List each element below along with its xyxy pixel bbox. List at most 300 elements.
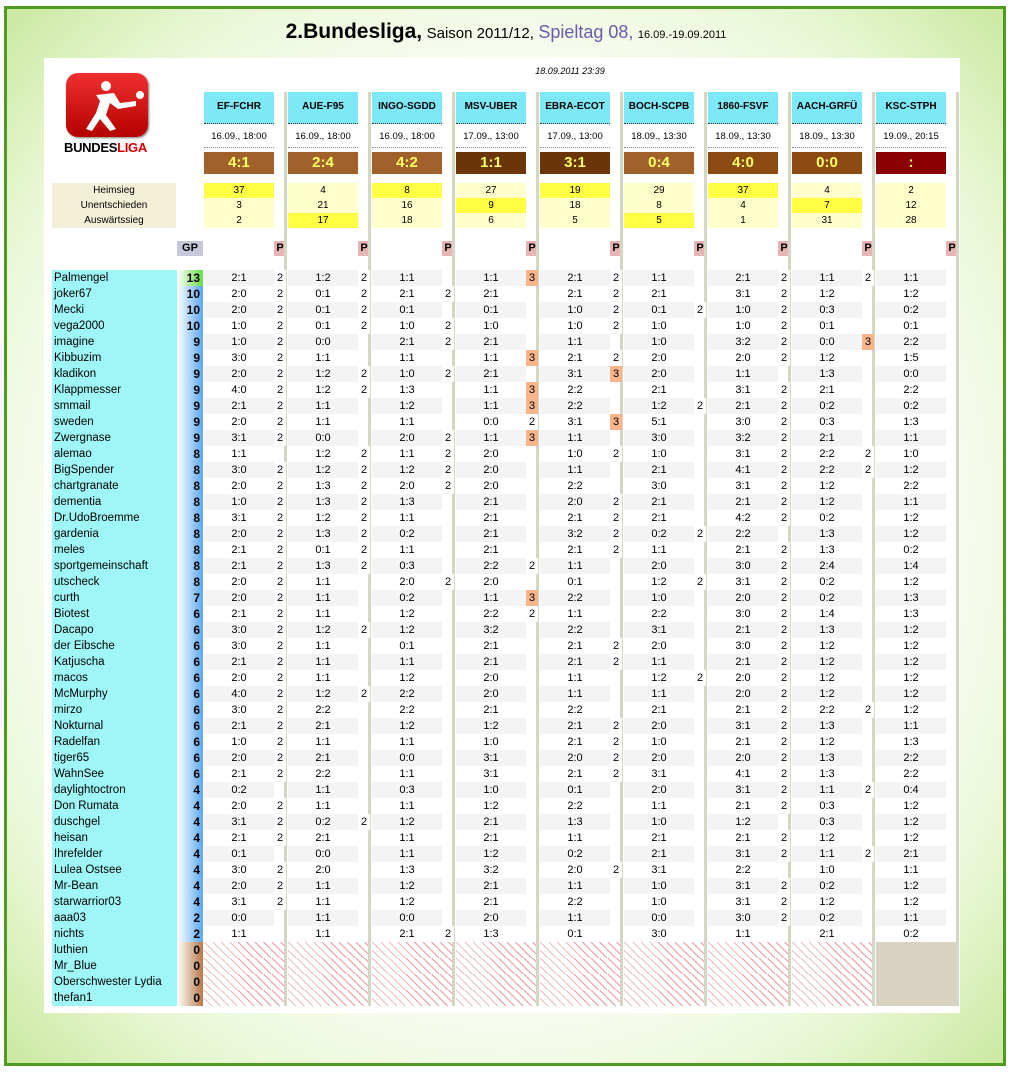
player-tip: 3:1 (708, 382, 778, 398)
match-stat-h-0: 37 (204, 183, 274, 198)
empty-tip-cell (372, 974, 452, 990)
empty-tip-cell (288, 974, 368, 990)
player-points: 2 (274, 734, 286, 750)
logo-wordmark: BUNDESLIGA (64, 140, 147, 155)
player-points: 2 (778, 702, 790, 718)
column-separator (872, 92, 875, 1006)
player-tip: 1:0 (204, 494, 274, 510)
match-team-7: AACH-GRFÜ (792, 92, 862, 124)
player-tip: 1:0 (876, 446, 946, 462)
player-name: Mr-Bean (52, 878, 177, 894)
player-points: 2 (778, 334, 790, 350)
player-tip: 1:2 (792, 670, 862, 686)
player-points: 2 (442, 446, 454, 462)
player-gp: 4 (177, 878, 203, 894)
player-tip: 1:1 (204, 446, 274, 462)
player-gp: 2 (177, 910, 203, 926)
player-tip: 2:1 (540, 734, 610, 750)
player-points: 2 (778, 654, 790, 670)
player-tip: 3:1 (540, 414, 610, 430)
player-tip: 1:1 (540, 910, 610, 926)
player-tip: 2:4 (792, 558, 862, 574)
player-name: mirzo (52, 702, 177, 718)
player-name: thefan1 (52, 990, 177, 1006)
player-points: 2 (778, 670, 790, 686)
player-tip: 2:1 (456, 526, 526, 542)
player-tip: 2:1 (540, 718, 610, 734)
empty-tip-cell (708, 990, 788, 1006)
match-date-8: 19.09., 20:15 (876, 126, 946, 148)
player-name: dementia (52, 494, 177, 510)
player-points: 2 (778, 734, 790, 750)
player-points: 2 (694, 670, 706, 686)
player-tip: 1:1 (540, 334, 610, 350)
player-tip: 3:1 (708, 878, 778, 894)
player-points: 2 (610, 286, 622, 302)
player-gp: 9 (177, 414, 203, 430)
player-tip: 1:2 (876, 686, 946, 702)
player-name: McMurphy (52, 686, 177, 702)
empty-tip-cell (288, 942, 368, 958)
player-points: 2 (778, 574, 790, 590)
player-tip: 1:3 (372, 382, 442, 398)
player-points: 2 (358, 382, 370, 398)
player-tip: 2:1 (204, 654, 274, 670)
player-tip: 5:1 (624, 414, 694, 430)
bundesliga-logo (52, 70, 176, 156)
player-tip: 1:2 (288, 446, 358, 462)
empty-tip-cell (456, 942, 536, 958)
points-header-4: P (610, 241, 622, 256)
player-tip: 2:1 (708, 734, 778, 750)
player-points: 2 (862, 446, 874, 462)
player-points: 2 (274, 398, 286, 414)
empty-tip-cell (876, 958, 956, 974)
player-tip: 0:1 (876, 318, 946, 334)
player-tip: 1:3 (792, 526, 862, 542)
player-tip: 1:1 (456, 382, 526, 398)
player-tip: 2:0 (624, 782, 694, 798)
player-points: 2 (274, 830, 286, 846)
player-tip: 1:3 (792, 622, 862, 638)
player-tip: 1:2 (792, 830, 862, 846)
player-tip: 1:0 (624, 734, 694, 750)
player-tip: 0:1 (372, 302, 442, 318)
player-tip: 1:1 (456, 590, 526, 606)
player-tip: 1:0 (624, 814, 694, 830)
player-gp: 8 (177, 558, 203, 574)
empty-tip-cell (624, 990, 704, 1006)
player-points: 2 (274, 686, 286, 702)
player-points: 2 (526, 558, 538, 574)
player-name: joker67 (52, 286, 177, 302)
player-points: 2 (778, 398, 790, 414)
player-name: Dr.UdoBroemme (52, 510, 177, 526)
player-points: 2 (778, 430, 790, 446)
player-tip: 2:0 (456, 478, 526, 494)
match-date-3: 17.09., 13:00 (456, 126, 526, 148)
player-tip: 1:0 (540, 302, 610, 318)
player-points: 2 (358, 462, 370, 478)
player-points: 2 (274, 350, 286, 366)
player-points: 2 (610, 350, 622, 366)
player-tip: 2:0 (456, 686, 526, 702)
player-tip: 1:1 (624, 542, 694, 558)
player-tip: 2:1 (792, 430, 862, 446)
player-tip: 3:2 (708, 430, 778, 446)
match-stat-h-1: 4 (288, 183, 358, 198)
player-points: 2 (442, 462, 454, 478)
player-tip: 1:0 (204, 318, 274, 334)
player-tip: 2:0 (624, 718, 694, 734)
player-tip: 1:1 (708, 926, 778, 942)
player-tip: 1:1 (876, 910, 946, 926)
match-team-0: EF-FCHR (204, 92, 274, 124)
player-gp: 9 (177, 430, 203, 446)
player-points: 2 (610, 494, 622, 510)
player-tip: 1:0 (372, 366, 442, 382)
player-tip: 1:1 (288, 350, 358, 366)
player-tip: 1:1 (876, 494, 946, 510)
empty-tip-cell (792, 974, 872, 990)
player-tip: 2:1 (456, 878, 526, 894)
player-points: 2 (610, 446, 622, 462)
empty-tip-cell (540, 974, 620, 990)
player-tip: 1:2 (792, 494, 862, 510)
player-tip: 1:2 (792, 638, 862, 654)
empty-tip-cell (540, 958, 620, 974)
player-gp: 0 (177, 958, 203, 974)
player-tip: 2:1 (204, 766, 274, 782)
player-points: 2 (526, 414, 538, 430)
player-tip: 1:1 (372, 798, 442, 814)
player-tip: 2:1 (708, 270, 778, 286)
player-tip: 2:0 (540, 494, 610, 510)
player-gp: 4 (177, 814, 203, 830)
player-tip: 1:5 (876, 350, 946, 366)
player-points: 2 (358, 446, 370, 462)
player-name: kladikon (52, 366, 177, 382)
player-points: 2 (610, 862, 622, 878)
player-tip: 1:3 (288, 558, 358, 574)
player-tip: 3:0 (204, 702, 274, 718)
player-tip: 2:0 (204, 526, 274, 542)
player-tip: 1:2 (876, 622, 946, 638)
player-tip: 2:0 (372, 430, 442, 446)
title-season: Saison 2011/12, (426, 25, 534, 42)
player-points: 2 (358, 526, 370, 542)
player-tip: 0:2 (876, 542, 946, 558)
player-tip: 1:2 (372, 398, 442, 414)
points-header-1: P (358, 241, 370, 256)
player-name: starwarrior03 (52, 894, 177, 910)
player-tip: 1:3 (792, 750, 862, 766)
player-tip: 1:3 (456, 926, 526, 942)
player-tip: 2:2 (876, 750, 946, 766)
match-date-5: 18.09., 13:30 (624, 126, 694, 148)
player-gp: 6 (177, 622, 203, 638)
player-tip: 2:2 (288, 702, 358, 718)
player-tip: 0:0 (288, 846, 358, 862)
player-tip: 2:2 (540, 702, 610, 718)
match-score-5: 0:4 (624, 152, 694, 174)
player-points: 2 (778, 718, 790, 734)
player-tip: 0:0 (876, 366, 946, 382)
player-tip: 0:3 (792, 414, 862, 430)
player-tip: 2:0 (540, 862, 610, 878)
match-stat-u-5: 8 (624, 198, 694, 213)
player-tip: 1:0 (624, 446, 694, 462)
player-points: 2 (778, 494, 790, 510)
player-points: 2 (274, 478, 286, 494)
player-tip: 1:0 (792, 862, 862, 878)
player-tip: 2:2 (876, 478, 946, 494)
player-tip: 1:2 (876, 462, 946, 478)
player-tip: 1:2 (792, 286, 862, 302)
empty-tip-cell (624, 942, 704, 958)
player-points: 3 (526, 350, 538, 366)
player-gp: 6 (177, 766, 203, 782)
player-tip: 1:1 (288, 798, 358, 814)
player-name: Ihrefelder (52, 846, 177, 862)
player-points: 2 (778, 350, 790, 366)
player-tip: 1:2 (792, 734, 862, 750)
player-tip: 0:2 (372, 590, 442, 606)
player-points: 2 (274, 798, 286, 814)
player-tip: 1:2 (792, 894, 862, 910)
player-name: der Eibsche (52, 638, 177, 654)
player-tip: 2:2 (792, 446, 862, 462)
player-name: sportgemeinschaft (52, 558, 177, 574)
player-gp: 9 (177, 334, 203, 350)
player-tip: 2:2 (540, 398, 610, 414)
player-tip: 1:3 (792, 766, 862, 782)
player-tip: 2:2 (540, 590, 610, 606)
player-points: 2 (610, 542, 622, 558)
match-stat-a-0: 2 (204, 213, 274, 228)
points-header-3: P (526, 241, 538, 256)
player-tip: 1:2 (876, 526, 946, 542)
player-tip: 2:2 (540, 798, 610, 814)
player-points: 2 (442, 926, 454, 942)
player-points: 2 (274, 606, 286, 622)
player-gp: 8 (177, 446, 203, 462)
player-tip: 3:1 (456, 766, 526, 782)
player-tip: 0:2 (876, 398, 946, 414)
player-points: 2 (274, 622, 286, 638)
player-name: Klappmesser (52, 382, 177, 398)
player-gp: 6 (177, 734, 203, 750)
player-tip: 2:1 (876, 846, 946, 862)
player-points: 2 (442, 366, 454, 382)
player-points: 2 (694, 574, 706, 590)
player-tip: 1:2 (372, 894, 442, 910)
player-tip: 2:1 (456, 894, 526, 910)
player-tip: 2:1 (372, 334, 442, 350)
player-tip: 3:1 (624, 622, 694, 638)
player-name: curth (52, 590, 177, 606)
player-tip: 2:1 (624, 830, 694, 846)
player-tip: 2:1 (456, 366, 526, 382)
match-team-3: MSV-UBER (456, 92, 526, 124)
player-tip: 1:1 (876, 718, 946, 734)
player-points: 2 (274, 718, 286, 734)
player-tip: 0:2 (792, 590, 862, 606)
player-points: 3 (862, 334, 874, 350)
player-tip: 1:1 (288, 638, 358, 654)
empty-tip-cell (792, 942, 872, 958)
player-tip: 2:1 (456, 494, 526, 510)
player-tip: 3:1 (624, 766, 694, 782)
player-gp: 0 (177, 990, 203, 1006)
match-stat-a-6: 1 (708, 213, 778, 228)
player-tip: 2:1 (288, 830, 358, 846)
player-name: WahnSee (52, 766, 177, 782)
empty-tip-cell (372, 942, 452, 958)
player-gp: 13 (177, 270, 203, 286)
player-tip: 2:0 (372, 574, 442, 590)
player-points: 2 (358, 622, 370, 638)
player-gp: 9 (177, 350, 203, 366)
player-tip: 0:2 (792, 910, 862, 926)
player-points: 2 (610, 318, 622, 334)
player-tip: 2:1 (624, 286, 694, 302)
empty-tip-cell (624, 974, 704, 990)
player-points: 2 (274, 670, 286, 686)
player-tip: 2:0 (456, 462, 526, 478)
player-name: Dacapo (52, 622, 177, 638)
match-stat-u-1: 21 (288, 198, 358, 213)
player-points: 2 (442, 478, 454, 494)
player-tip: 2:1 (624, 510, 694, 526)
player-tip: 1:2 (288, 270, 358, 286)
player-name: aaa03 (52, 910, 177, 926)
player-points: 2 (358, 478, 370, 494)
player-tip: 0:2 (540, 846, 610, 862)
player-tip: 2:0 (204, 414, 274, 430)
player-points: 2 (862, 782, 874, 798)
player-tip: 1:0 (456, 318, 526, 334)
player-tip: 1:1 (456, 398, 526, 414)
player-tip: 1:2 (456, 846, 526, 862)
empty-tip-cell (708, 942, 788, 958)
match-stat-u-2: 16 (372, 198, 442, 213)
player-name: chartgranate (52, 478, 177, 494)
player-tip: 2:0 (204, 750, 274, 766)
player-tip: 2:2 (372, 686, 442, 702)
empty-tip-cell (372, 990, 452, 1006)
player-tip: 2:2 (540, 382, 610, 398)
player-points: 2 (274, 542, 286, 558)
player-points: 2 (442, 430, 454, 446)
match-team-1: AUE-F95 (288, 92, 358, 124)
player-tip: 2:1 (708, 494, 778, 510)
player-tip: 2:0 (624, 366, 694, 382)
player-points: 3 (610, 414, 622, 430)
player-points: 2 (778, 878, 790, 894)
player-tip: 1:1 (792, 270, 862, 286)
match-score-3: 1:1 (456, 152, 526, 174)
player-tip: 3:1 (708, 782, 778, 798)
player-tip: 2:0 (372, 478, 442, 494)
player-points: 2 (778, 382, 790, 398)
player-tip: 2:2 (372, 702, 442, 718)
player-points: 2 (358, 510, 370, 526)
player-tip: 1:2 (456, 718, 526, 734)
player-tip: 2:1 (708, 702, 778, 718)
player-tip: 2:0 (204, 878, 274, 894)
player-name: Oberschwester Lydia (52, 974, 177, 990)
player-gp: 10 (177, 286, 203, 302)
player-tip: 1:0 (624, 318, 694, 334)
player-tip: 2:1 (372, 926, 442, 942)
player-tip: 0:2 (624, 526, 694, 542)
player-tip: 1:1 (288, 398, 358, 414)
player-tip: 2:1 (624, 846, 694, 862)
player-tip: 0:2 (792, 878, 862, 894)
player-tip: 0:1 (456, 302, 526, 318)
player-tip: 2:0 (708, 350, 778, 366)
player-points: 2 (778, 414, 790, 430)
player-gp: 8 (177, 478, 203, 494)
player-tip: 4:1 (708, 462, 778, 478)
player-tip: 2:1 (624, 462, 694, 478)
match-stat-u-6: 4 (708, 198, 778, 213)
player-points: 2 (610, 750, 622, 766)
player-tip: 0:2 (372, 526, 442, 542)
player-tip: 1:3 (876, 414, 946, 430)
match-date-4: 17.09., 13:00 (540, 126, 610, 148)
player-points: 2 (694, 398, 706, 414)
player-points: 2 (358, 558, 370, 574)
player-tip: 1:1 (876, 270, 946, 286)
match-date-7: 18.09., 13:30 (792, 126, 862, 148)
player-tip: 2:0 (204, 366, 274, 382)
player-tip: 1:1 (876, 430, 946, 446)
player-tip: 0:2 (792, 510, 862, 526)
player-tip: 0:1 (288, 318, 358, 334)
player-tip: 1:1 (540, 558, 610, 574)
player-tip: 2:0 (540, 750, 610, 766)
title-league: 2.Bundesliga, (285, 20, 423, 43)
player-tip: 3:0 (708, 606, 778, 622)
player-tip: 1:1 (372, 350, 442, 366)
player-gp: 8 (177, 574, 203, 590)
player-tip: 4:0 (204, 382, 274, 398)
player-tip: 1:1 (372, 414, 442, 430)
player-tip: 1:2 (372, 462, 442, 478)
player-tip: 1:1 (288, 734, 358, 750)
player-gp: 10 (177, 302, 203, 318)
player-points: 2 (274, 590, 286, 606)
player-name: duschgel (52, 814, 177, 830)
player-tip: 2:0 (708, 670, 778, 686)
match-stat-a-5: 5 (624, 213, 694, 228)
player-name: gardenia (52, 526, 177, 542)
player-tip: 0:1 (624, 302, 694, 318)
player-name: vega2000 (52, 318, 177, 334)
player-tip: 1:1 (372, 830, 442, 846)
player-name: macos (52, 670, 177, 686)
player-tip: 1:1 (288, 910, 358, 926)
player-tip: 1:2 (876, 286, 946, 302)
player-tip: 1:2 (876, 814, 946, 830)
player-gp: 6 (177, 750, 203, 766)
player-tip: 0:1 (288, 286, 358, 302)
player-points: 2 (778, 638, 790, 654)
player-tip: 1:1 (540, 670, 610, 686)
match-stat-h-8: 2 (876, 183, 946, 198)
